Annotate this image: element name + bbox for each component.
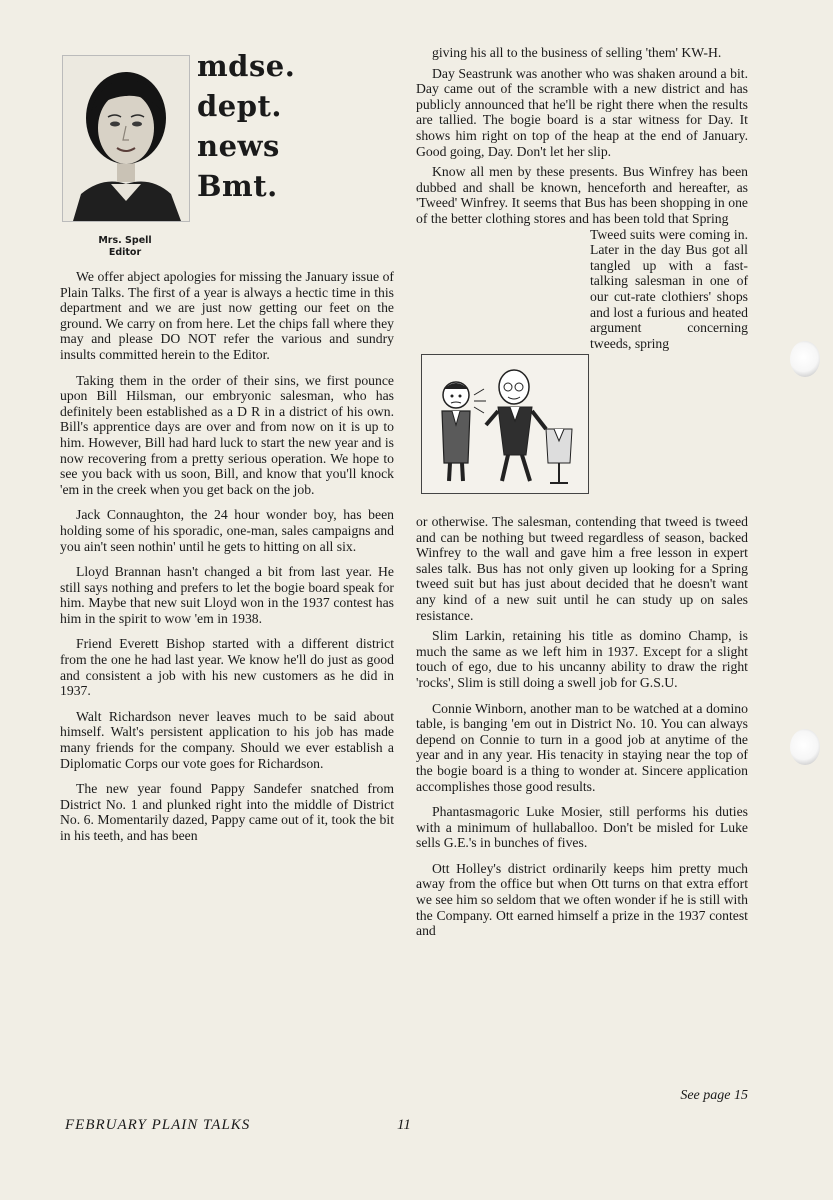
article-paragraph: giving his all to the business of selling 'them' KW-H. (432, 45, 722, 60)
article-paragraph: The new year found Pappy Sandefer snatched from District No. 1 and plunked right into the middle of District No. 6. Momentarily dazed, Pappy came out of it, took the bit in his teeth, and has been (60, 781, 394, 843)
article-paragraph: Phantasmagoric Luke Mosier, still performs his duties with a minimum of hullaballoo. Don't be misled for Luke sells G.E.'s in bunches of fives. (416, 804, 748, 851)
department-masthead (197, 46, 307, 206)
editor-portrait-photo (62, 55, 190, 222)
article-paragraph: Connie Winborn, another man to be watched at a domino table, is banging 'em out in District No. 10. You can always depend on Connie to turn in a good job at anytime of the year and in any year. His tenacity in staying near the top of the bogie board is a thing to wonder at. Sincere application accomplishes those good results. (416, 700, 748, 794)
left-article-column (60, 269, 394, 844)
punch-hole (790, 341, 820, 377)
article-paragraph: Taking them in the order of their sins, we first pounce upon Bill Hilsman, our embryonic salesman, who has definitely been established as a D R in a district of his own. Bill's apprentice days are over and from now on it is up to him. However, Bill had hard luck to start the new year and is now recovering from a pretty serious operation. We hope to see you back with us soon, Bill, and know that you'll knock 'em in the creek when you get back on the job. (60, 372, 394, 497)
masthead-line: news (197, 129, 280, 163)
continuation-note: See page 15 (680, 1088, 748, 1103)
footer-page-number: 11 (397, 1117, 411, 1133)
article-paragraph: Slim Larkin, retaining his title as domino Champ, is much the same as we left him in 1937. Except for a slight touch of ego, due to his uncanny ability to draw the right 'rocks', Slim is still doing a swell job for G.S.U. (416, 628, 748, 690)
masthead-line: Bmt. (197, 169, 278, 203)
article-paragraph: Ott Holley's district ordinarily keeps him pretty much away from the office but when Ott turns on that extra effort we see him so seldom that we often wonder if he is still with the Company. Ott earned himself a prize in the 1937 contest and (416, 860, 748, 939)
article-paragraph: Friend Everett Bishop started with a different district from the one he had last year. We know he'll do just as good and consistent a job with his new customers as he did in 1937. (60, 636, 394, 699)
photo-caption (62, 235, 188, 259)
masthead-line: dept. (197, 89, 282, 123)
punch-hole (790, 729, 820, 765)
article-wrapped-text: Tweed suits were coming in. Later in the day Bus got all tangled up with a fast-talking salesman in one of our cut-rate clothiers' shops and lost a furious and heated argument concerning tweeds, spring (590, 226, 748, 351)
editor-name: Mrs. Spell (98, 235, 152, 246)
article-paragraph: We offer abject apologies for missing the January issue of Plain Talks. The first of a year is always a hectic time in this department and we are just now getting our feet on the ground. We carry on from here. Let the chips fall where they may and please DO NOT refer the various and sundry insults committed herein to the Editor. (60, 269, 394, 362)
tweed-cartoon-illustration (421, 354, 589, 494)
right-article-column-lower (416, 514, 748, 939)
article-paragraph: Know all men by these presents. Bus Winfrey has been dubbed and shall be known, henceforth and hereafter, as 'Tweed' Winfrey. It seems that Bus has been shopping in one of the better clothing stores and has been told that Spring (416, 164, 748, 226)
article-paragraph: Day Seastrunk was another who was shaken around a bit. Day came out of the scramble with a new district and has publicly announced that he'll be right there when the results are tallied. The bogie board is a star witness for Day. It shows him right on top of the heap at the end of January. Good going, Day. Don't let her slip. (416, 65, 748, 159)
article-paragraph: Jack Connaughton, the 24 hour wonder boy, has been holding some of his sporadic, one-man, sales campaigns and you ain't seen nothin' until he gets to hitting on all six. (60, 507, 394, 554)
footer-magazine-title: FEBRUARY PLAIN TALKS (65, 1117, 251, 1133)
right-article-column (416, 45, 748, 351)
article-paragraph: Lloyd Brannan hasn't changed a bit from last year. He still says nothing and prefers to let the bogie board speak for him. Maybe that new suit Lloyd won in the 1937 contest has him in the spirit to wow 'em in 1938. (60, 564, 394, 626)
article-paragraph: Walt Richardson never leaves much to be said about himself. Walt's persistent application to his job has made many friends for the company. Should we ever establish a Diplomatic Corps our vote goes for Richardson. (60, 708, 394, 771)
article-paragraph: or otherwise. The salesman, contending that tweed is tweed and can be nothing but tweed regardless of season, backed Winfrey to the wall and gave him a free lesson in expert sales talk. Bus has not only given up looking for a Spring tweed suit but has just about decided that he doesn't want any kind of a new suit until he can study up on sales resistance. (416, 514, 748, 623)
editor-role: Editor (108, 247, 142, 258)
masthead-line: mdse. (197, 49, 296, 83)
